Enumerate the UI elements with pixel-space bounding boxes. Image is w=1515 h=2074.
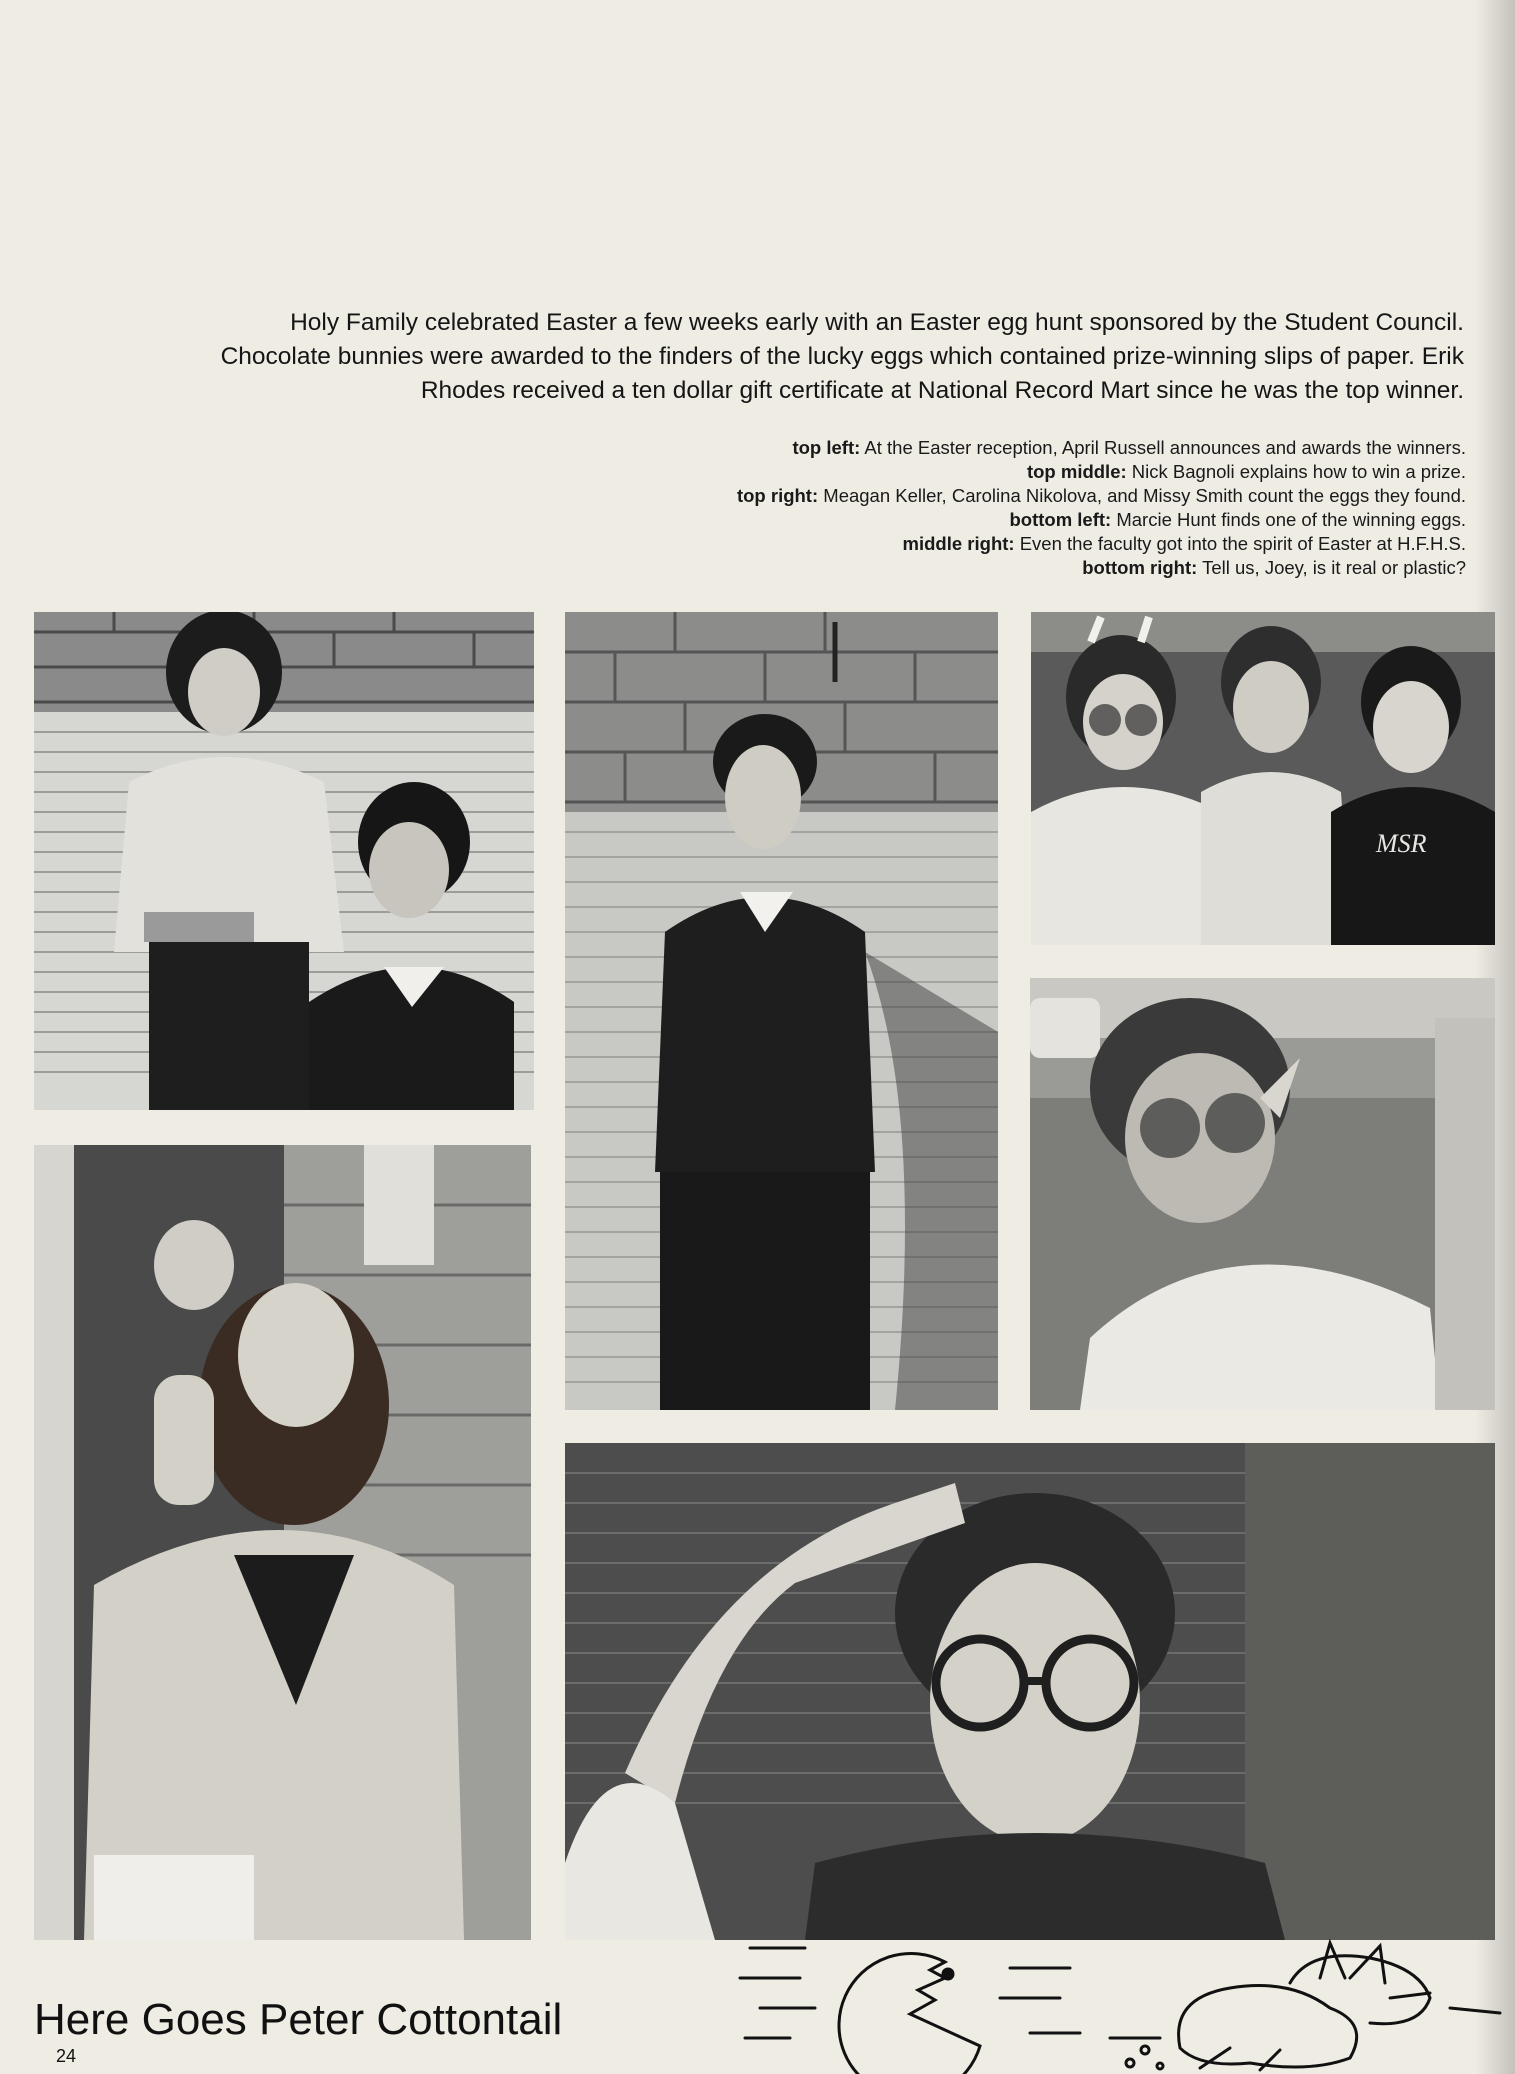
caption-middle-right bbox=[300, 532, 1466, 556]
caption-top-middle bbox=[300, 460, 1466, 484]
pacman-bunny-doodle bbox=[730, 1938, 1510, 2074]
intro-paragraph bbox=[30, 306, 1464, 408]
photo-captions bbox=[300, 436, 1466, 580]
caption-key: top left: bbox=[792, 437, 861, 458]
caption-text: Even the faculty got into the spirit of Easter at H.F.H.S. bbox=[1014, 533, 1466, 554]
photo-middle-right bbox=[1030, 978, 1495, 1410]
caption-key: middle right: bbox=[902, 533, 1015, 554]
caption-text: At the Easter reception, April Russell announces and awards the winners. bbox=[860, 437, 1466, 458]
intro-line: Chocolate bunnies were awarded to the finders of the lucky eggs which contained prize-winning slips of paper. Erik bbox=[220, 343, 1464, 370]
caption-text: Marcie Hunt finds one of the winning eggs. bbox=[1111, 509, 1466, 530]
sweater-monogram: MSR bbox=[1376, 829, 1427, 858]
caption-key: bottom left: bbox=[1009, 509, 1112, 530]
photo-top-middle bbox=[565, 612, 998, 1410]
photo-top-left bbox=[34, 612, 534, 1110]
photo-top-right bbox=[1031, 612, 1495, 945]
caption-text: Tell us, Joey, is it real or plastic? bbox=[1197, 557, 1466, 578]
intro-line: Rhodes received a ten dollar gift certificate at National Record Mart since he was the top winner. bbox=[420, 377, 1464, 404]
caption-bottom-left bbox=[300, 508, 1466, 532]
page-number: 24 bbox=[56, 2046, 77, 2066]
caption-key: bottom right: bbox=[1082, 557, 1198, 578]
photo-bottom-right bbox=[565, 1443, 1495, 1940]
caption-top-left bbox=[300, 436, 1466, 460]
caption-text: Nick Bagnoli explains how to win a prize. bbox=[1126, 461, 1466, 482]
page-title: Here Goes Peter Cottontail bbox=[34, 1995, 563, 2044]
caption-key: top middle: bbox=[1026, 461, 1127, 482]
intro-line: Holy Family celebrated Easter a few weeks early with an Easter egg hunt sponsored by the Student Council. bbox=[290, 309, 1464, 336]
caption-key: top right: bbox=[736, 485, 819, 506]
caption-text: Meagan Keller, Carolina Nikolova, and Missy Smith count the eggs they found. bbox=[818, 485, 1466, 506]
photo-bottom-left bbox=[34, 1145, 531, 1940]
caption-bottom-right bbox=[300, 556, 1466, 580]
caption-top-right bbox=[300, 484, 1466, 508]
